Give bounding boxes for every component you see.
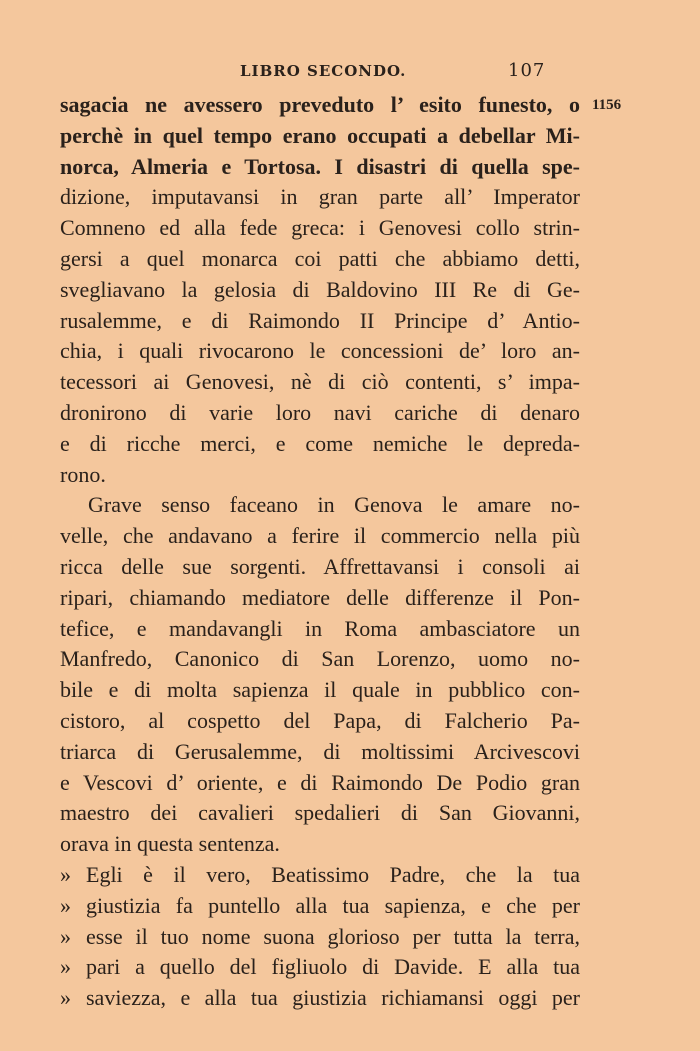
text-line — [60, 952, 580, 983]
text-line — [60, 490, 580, 521]
text-line — [60, 213, 580, 244]
text-line-content: cistoro, al cospetto del Papa, di Falcherio Pa- — [60, 707, 580, 733]
text-line — [60, 152, 580, 183]
page-header — [60, 62, 580, 86]
text-line-content: triarca di Gerusalemme, di moltissimi Arcivescovi — [60, 738, 580, 764]
text-line-content: gersi a quel monarca coi patti che abbiamo detti, — [60, 245, 580, 271]
text-line — [60, 521, 580, 552]
text-line — [60, 891, 580, 922]
text-line — [60, 922, 580, 953]
text-line — [60, 182, 580, 213]
text-line — [60, 244, 580, 275]
text-line-content: dizione, imputavansi in gran parte all’ Imperator — [60, 184, 580, 210]
text-line — [60, 675, 580, 706]
text-line — [60, 860, 580, 891]
text-line — [60, 768, 580, 799]
text-line — [60, 614, 580, 645]
text-line-content: chia, i quali rivocarono le concessioni de’ loro an- — [60, 338, 580, 364]
quote-mark: » — [60, 861, 71, 887]
text-line — [60, 336, 580, 367]
text-line — [60, 90, 580, 121]
text-line-content: orava in questa sentenza. — [60, 831, 280, 857]
text-line-content: rono. — [60, 461, 106, 487]
text-line-content: svegliavano la gelosia di Baldovino III Re di Ge- — [60, 276, 580, 302]
text-line — [60, 367, 580, 398]
page-number: 107 — [508, 60, 546, 81]
text-line — [60, 121, 580, 152]
text-line-content: ripari, chiamando mediatore delle differenze il Pon- — [60, 584, 580, 610]
text-line-content: maestro dei cavalieri spedalieri di San Giovanni, — [60, 800, 580, 826]
quote-mark: » — [60, 923, 71, 949]
text-line — [60, 983, 580, 1014]
running-title: LIBRO SECONDO. — [240, 62, 407, 80]
text-line — [60, 275, 580, 306]
quote-mark: » — [60, 954, 71, 980]
text-line-content: sagacia ne avessero preveduto l’ esito funesto, o — [60, 92, 580, 117]
text-line-content: ricca delle sue sorgenti. Affrettavansi i consoli ai — [60, 553, 580, 579]
text-line — [60, 306, 580, 337]
text-line-content: pari a quello del figliuolo di Davide. E alla tua — [86, 954, 580, 980]
margin-year-note: 1156 — [592, 97, 622, 113]
quote-mark: » — [60, 985, 71, 1011]
text-line — [60, 737, 580, 768]
text-line-content: Egli è il vero, Beatissimo Padre, che la tua — [86, 861, 580, 887]
text-line-content: velle, che andavano a ferire il commercio nella più — [60, 523, 580, 549]
text-line-content: saviezza, e alla tua giustizia richiamansi oggi per — [86, 985, 580, 1011]
body-text — [60, 90, 580, 1014]
text-line — [60, 398, 580, 429]
text-line — [60, 429, 580, 460]
text-line-content: e di ricche merci, e come nemiche le depreda- — [60, 430, 580, 456]
quote-mark: » — [60, 892, 71, 918]
text-line — [60, 798, 580, 829]
text-line — [60, 706, 580, 737]
text-line-content: esse il tuo nome suona glorioso per tutta la terra, — [86, 923, 580, 949]
text-line — [60, 552, 580, 583]
text-line-content: dronirono di varie loro navi cariche di denaro — [60, 399, 580, 425]
text-line-content: norca, Almeria e Tortosa. I disastri di quella spe- — [60, 153, 580, 179]
text-line-content: tecessori ai Genovesi, nè di ciò contenti, s’ impa- — [60, 369, 580, 395]
text-line — [60, 460, 580, 491]
text-line-content: Manfredo, Canonico di San Lorenzo, uomo no- — [60, 646, 580, 672]
text-line-content: e Vescovi d’ oriente, e di Raimondo De Podio gran — [60, 769, 580, 795]
text-line-content: tefice, e mandavangli in Roma ambasciatore un — [60, 615, 580, 641]
text-line-content: perchè in quel tempo erano occupati a debellar Mi- — [60, 122, 580, 148]
text-line-content: Comneno ed alla fede greca: i Genovesi collo strin- — [60, 215, 580, 241]
text-line-content: rusalemme, e di Raimondo II Principe d’ Antio- — [60, 307, 580, 333]
text-line — [60, 644, 580, 675]
text-line-content: bile e di molta sapienza il quale in pubblico con- — [60, 677, 580, 703]
text-line — [60, 583, 580, 614]
text-line — [60, 829, 580, 860]
text-line-content: giustizia fa puntello alla tua sapienza, e che per — [86, 892, 580, 918]
text-line-content: Grave senso faceano in Genova le amare no- — [88, 492, 580, 518]
